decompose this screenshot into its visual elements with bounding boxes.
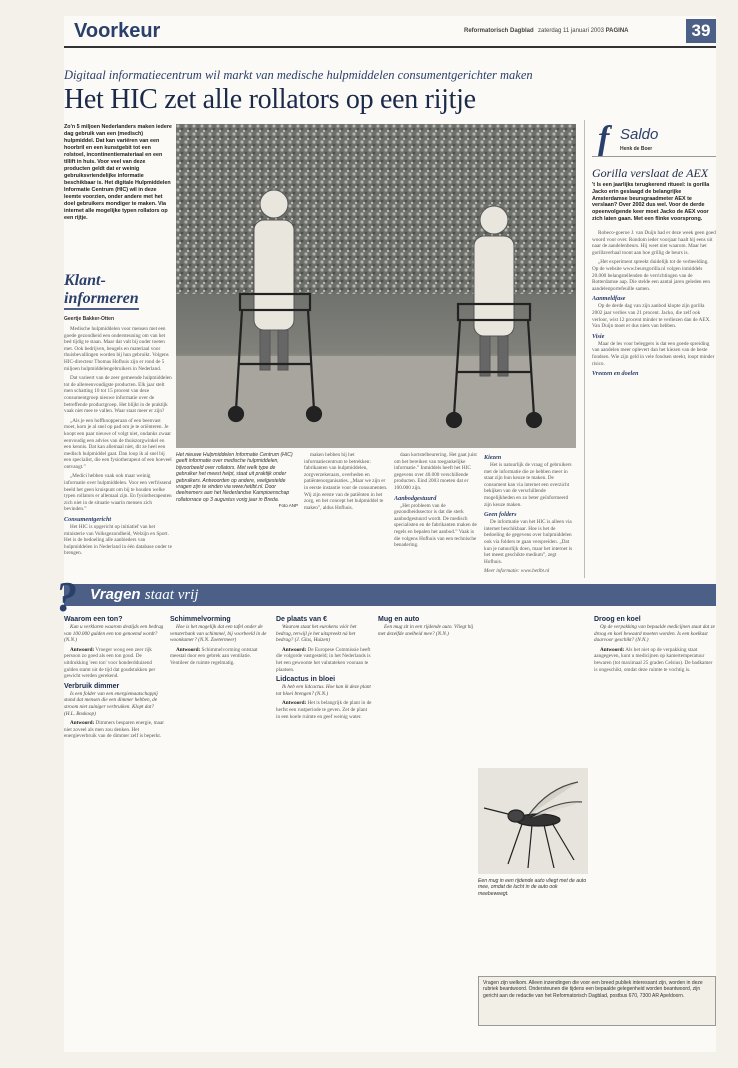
vragen-column-5 [594, 614, 716, 972]
question-heading: Lidcactus in bloei [276, 676, 336, 684]
date-line [538, 28, 629, 34]
answer-body: Het is belangrijk de plant in de herfst een rustperiode te geven. Zet de plant in een koele ruimte en geef weinig water. [276, 700, 372, 720]
question-text: Ik heb een lidcactus. Hoe kan ik deze plant tot bloei brengen? (N.N.) [276, 684, 371, 697]
date: zaterdag 11 januari 2003 [538, 28, 604, 34]
vragen-column-3 [276, 614, 372, 1044]
subheading: Aanbodgestuurd [394, 494, 437, 502]
newspaper-page [56, 16, 716, 1052]
caption-text: Het nieuwe Hulpmiddelen Informatie Centrum (HIC) geeft informatie over medische hulpmiddelen, bijvoorbeeld over rollators. Met welk type de gebruiker het meest helpt, staat uit praktijk onder gebruikers. Antwoorden op andere, veelgestelde vragen zijn te vinden via www.hetlbt.nl. Door deelnemers aan het Nederlandse Kampioenschap rollatorrace op 3 augustus vorig jaar in Breda. [176, 452, 293, 503]
article-column-3 [394, 452, 480, 578]
paragraph: „Het experiment spreekt duidelijk tot de verbeelding. Op de website www.beursgorilla.nl volgen inmiddels 20.000 belangstellenden de verrichtingen van de Rotterdamse aap. Die stelde een aantal jaren geleden een aandelenportefeuille samen. [592, 259, 710, 292]
vragen-column-1 [64, 614, 164, 1044]
subheading: Kiezen [484, 454, 502, 461]
answer-body: Als het niet op de verpakking staat aangegeven, kunt u medicijnen op kamertemperatuur bewaren (tot maximaal 25 graden Celsius). De badkamer is ongeschikt, omdat deze ruimte te vochtig is. [594, 646, 713, 673]
question-heading: Droog en koel [594, 616, 641, 623]
subheading: Visie [592, 332, 605, 340]
answer-label: Antwoord: [600, 646, 625, 653]
saldo-body [592, 230, 716, 578]
vragen-column-4 [378, 614, 474, 1044]
question-text: Een mug zit in een rijdende auto. Vliegt hij met dezelfde snelheid mee? (N.N.) [378, 624, 474, 637]
question-heading: Mug en auto [378, 616, 420, 623]
question-heading: Schimmelvorming [170, 616, 231, 623]
question-heading: De plaats van € [276, 616, 327, 623]
page-label: PAGINA [605, 28, 629, 34]
subheading: Aanmeldfase [592, 295, 626, 303]
paragraph: Het is natuurlijk de vraag of gebruikers met de informatie die ze hebben meer in staat zijn hun keuze te maken. De consument kan via internet een overzicht bekijken van de verschillende mogelijkheden en zo beter geïnformeerd zijn keuze maken. [484, 462, 572, 508]
question-text: Waarom staat het eurokens vóór het bedrag, terwijl je het uitspreekt ná het bedrag? (J. Glas, Huizen) [276, 624, 357, 644]
question-text: Kun u verklaren waarom destijds een bedrag van 100.000 gulden een ton genoemd wordt? (N.N.) [64, 624, 164, 644]
question-heading: Verbruik dimmer [64, 682, 120, 690]
answer-label: Antwoord: [70, 646, 95, 653]
vragen-title [90, 586, 199, 604]
answer-body: Schimmelvorming ontstaat meestal door een gebrek aan ventilatie. Ventileer de ruimte regelmatig. [170, 646, 258, 666]
column-divider [584, 120, 585, 578]
answer-label: Antwoord: [282, 646, 307, 653]
answer-label: Antwoord: [70, 720, 95, 727]
paragraph: Het HIC is opgericht op initiatief van het ministerie van Volksgezondheid, Welzijn en Sport. Het is de bedoeling alle aanbieders van hulpmiddelen in Nederland in één database onder te brengen. [64, 524, 172, 557]
article-headline: Het HIC zet alle rollators op een rijtje [64, 84, 476, 115]
answer-body: De Europese Commissie heeft die volgorde vastgesteld; in het Nederlands is het een gewoonte het valutateken vooraan te plaatsen. [276, 646, 371, 673]
column-logo-line2: informeren [64, 290, 139, 310]
answer-label: Antwoord: [176, 646, 201, 653]
column-logo [64, 272, 172, 314]
article-column-4 [484, 452, 574, 578]
mosquito-photo [478, 768, 588, 874]
saldo-logo-word: Saldo [620, 126, 659, 143]
section-name: Voorkeur [74, 20, 161, 42]
paragraph: „Het probleem van de gezondheidssector is dat die sterk aanbodgestuurd wordt. De medisch specialisten en de fabrikanten maken de regels en bepalen het aanbod.” Vaak is die volgens Hofhuis van een technische benadering. [394, 502, 477, 549]
answer-text [64, 647, 164, 680]
more-info: Meer informatie: www.hetlbt.nl [484, 568, 550, 575]
question-text: Is een folder van een energiemaatschappij stond dat mensen die een dimmer hebben, de stroom niet zuiniger verbruiken. Klopt dat? (H.L. Boskoop) [64, 690, 158, 717]
column-logo-line1: Klant- [64, 272, 106, 289]
saldo-logo [592, 120, 716, 157]
answer-label: Antwoord: [282, 700, 307, 707]
article-byline: Geertje Bakker-Otten [64, 316, 115, 322]
subheading: Geen folders [484, 511, 517, 519]
article-intro: Zo'n 5 miljoen Nederlanders maken iedere dag gebruik van een (medisch) hulpmiddel. Dat kan variëren van een hoorbril en een kunstgebit tot een rolstoel, incontinentiemateriaal en een tillift in huis. Voor veel van deze producten geldt dat er weinig gebruiksvriendelijke informatie beschikbaar is. Het digitale Hulpmiddelen Informatie Centrum (HIC) wil in deze leemte voorzien, onder andere met het doel gebruikers mondiger te maken. Via internet alle mogelijke typen rollators op een rijtje. [64, 124, 172, 221]
answer-text [594, 647, 716, 673]
photo-caption [176, 452, 298, 510]
page-header [64, 16, 716, 48]
paragraph: Medische hulpmiddelen voor mensen met een goede gezondheid een ondersteuning om van het bed tijdig te staan. Maar dat valt bij ouder toeten met. Ook bedrijven, beugels en materiaal voor thuisbevallingen worden bij hun gebruikt. Volgens HIC-directeur Thomas Hofhuis zijn er rond de 5 miljoen hulpmiddelengebruikers in Nederland. [64, 326, 169, 372]
saldo-lead: 't Is een jaarlijks terugkerend ritueel: is gorilla Jacko erin geslaagd de belangrijke Amsterdamse beursgraadmeter AEX te verslaan? Over 2002 dus wel. Voor de derde opeenvolgende keer moet Jacko de AEX voor zich laten gaan. Met een flinke voorsprong. [592, 182, 710, 222]
saldo-title: Gorilla verslaat de AEX [592, 166, 709, 180]
article-photo [176, 124, 576, 448]
paragraph: De informatie van het HIC is alleen via internet beschikbaar. Hoe is het de bedoeling de gegevens over hulpmiddelen ook via folders te gaan verspreiden. „Dat kun je natuurlijk doen, maar het internet is het meest geschikte medium”, zegt Hofhuis. [484, 519, 573, 565]
paragraph: Robeco-goeroe J. van Duijn had er deze week geen goed woord voor over. Rondom ieder voorjaar haalt hij eens uit naar de aandelenbeurs. Hij weet niet waarom. Maar het gorillaverhaal toont aan hoe grillig de beurs is. [592, 230, 716, 256]
answer-body: Vroeger woog een zeer rijk persoon zo goed als een ton goud. De uitdrukking 'een ton' voor honderdduizend gulden stamt uit de tijd dat goudstukken per gewicht werden gerekend. [64, 646, 156, 680]
answer-body: Dimmers besparen energie, maar niet zoveel als men zou denken. Het energieverbruik van de dimmer zelf is beperkt. [64, 720, 164, 740]
article-column-1 [64, 326, 172, 578]
paragraph: daan kortstelbeurering. Het gaat juist om het bereiken van toegankelijke informatie.” Inmiddels heeft het HIC gegevens over 40.000 verschillende producten. Eind 2003 moeten dat er 100.000 zijn. [394, 452, 477, 491]
answer-text [64, 720, 164, 740]
page-number: 39 [686, 19, 716, 43]
saldo-logo-letter: f [598, 120, 610, 157]
saldo-byline: Henk de Boer [620, 146, 653, 152]
question-text: Op de verpakking van bepaalde medicijnen staat dat ze droog en koel bewaard moeten worden. Is een koelkast daarvoor geschikt? (N.N.) [594, 624, 715, 644]
vragen-title-sub: staat vrij [144, 587, 199, 603]
paper-name: Reformatorisch Dagblad [464, 28, 534, 34]
paragraph: „Als je een hoffknopperaan of een beenvast moet, kom je al snel op pad om je te oriënteren. Je koopt een paar nieuwe of volgt niet, ondanks zwaar eenvoudig een advies van de thuiszorgwinkel en een kennis. Dat kan allemaal niet, dit ze heel een medisch hulpmiddel gaat. Dan loop ik al snel bij een specialist, die een fysiotherapeut of een hoeveel ontvangt.” [64, 417, 172, 470]
paragraph: Maar de les voor beleggers is dat een goede spreiding van aandelen meer oplevert dan het kiezen van de beste fondsen. Wie zijn geld in vele fondsen steekt, loopt minder risico. [592, 340, 715, 367]
question-mark-icon: ? [56, 575, 77, 621]
paragraph: Dat varieert van de zeer gemeende hulpmiddelen tot de allereenvoudigste producten. Elk jaar stelt men schatting 10 tot 15 procent van deze consumentgroep nieuwe informatie over de betreffende productgroep. Het blijkt in de praktijk vaak niet mee te vallen. Waar staat meer er zijn? [64, 375, 172, 415]
subheading: Consumentgericht [64, 516, 112, 524]
article-kicker: Digitaal informatiecentrum wil markt van medische hulpmiddelen consumentgerichter maken [64, 68, 533, 82]
article-column-2 [304, 452, 390, 578]
paragraph: Op de derde dag van zijn aanbod klopte zijn gorilla 2002 jaar verlies van 21 procent. Jacko, die zelf ook verloor, wist 12 procent minder te verliezen dan de AEX. Van Duijn moet er dus niets van hebben. [592, 303, 711, 330]
question-heading: Waarom een ton? [64, 616, 123, 623]
vragen-column-2 [170, 614, 270, 1044]
answer-text [276, 700, 372, 720]
paragraph: maken hebben bij het informatiecentrum te betrekken: fabrikanten van hulpmiddelen, zorgverzekeraars, overheden en patiëntenorganisaties. „Maar we zijn er in eerste instantie voor de consumenten. Wij zijn eerste van de patiënten in het zorg, en het concept het hulpmiddel te maken”, aldus Hofhuis. [304, 452, 388, 511]
mosquito-caption: Een mug in een rijdende auto vliegt met de auto mee, omdat de lucht in de auto ook meebeweegt. [478, 878, 587, 897]
answer-text [276, 647, 372, 673]
vragen-footer-note: Vragen zijn welkom. Alleen inzendingen die voor een breed publiek interessant zijn, worden in deze rubriek beantwoord. Ondersteunen die tijdens een bepaalde gelegenheid worden beantwoord, zijn gericht aan de redactie van het Reformatorisch Dagblad, postbus 670, 7300 AR Apeldoorn. [478, 976, 716, 1026]
photo-credit: Foto ANP [278, 503, 298, 509]
vragen-title-main: Vragen [90, 586, 141, 603]
answer-text [170, 647, 270, 667]
subheading: Vreezen en doelen [592, 370, 639, 378]
paragraph: „Medici hebben vaak ook maar weinig informatie over hulpmiddelen. Voor een verfrissend beeld het geen kruispunt om bij te houden welke typen rollators er allemaal zijn. En fysiotherapeuten zich niet in de situatie waarin mensen zich bevinden.” [64, 473, 172, 513]
question-text: Hoe is het mogelijk dat een tafel onder de vensterbank van schimmel, bij voorbeeld in de woonkamer? (N.N. Zoetermeer) [170, 624, 267, 644]
